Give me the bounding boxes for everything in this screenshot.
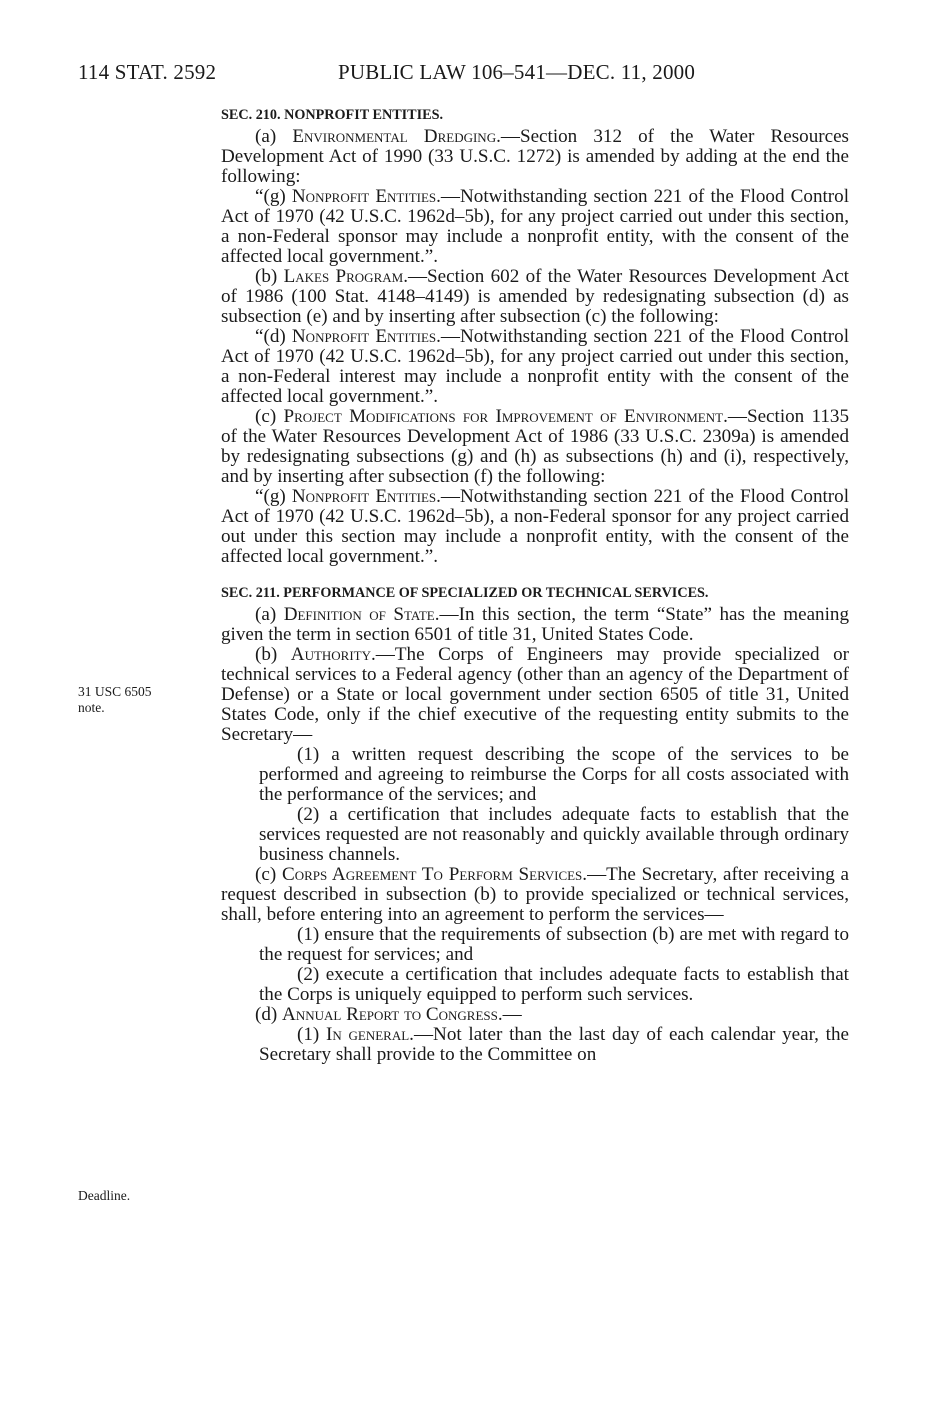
sec211-d-paragraph-1 [221, 1025, 849, 1065]
sec211-b-paragraph-1: (1) a written request describing the scope of the services to be performed and agreeing to reimburse the Corps for all costs associated with the performance of the services; and [259, 744, 849, 805]
sec210-b-q-prefix: “(d) [255, 326, 292, 347]
section-211-heading: SEC. 211. PERFORMANCE OF SPECIALIZED OR TECHNICAL SERVICES. [221, 585, 709, 601]
sec211-a-prefix: (a) [255, 604, 284, 625]
sec211-d-text: .— [497, 1004, 522, 1025]
sec210-c-prefix: (c) [255, 406, 284, 427]
sec210-b-quoted [221, 327, 849, 407]
sec211-d1-text: .—Not later than the last day of each calendar year, the Secretary shall provide to the Committee on [259, 1024, 849, 1065]
sec211-d1-prefix: (1) [297, 1024, 327, 1045]
sec211-subsection-c [221, 865, 849, 925]
page-header [78, 60, 868, 100]
sec211-a-text: .—In this section, the term “State” has the meaning given the term in section 6501 of title 31, United States Code. [221, 604, 849, 645]
sec211-b-prefix: (b) [255, 644, 291, 665]
sec210-b-q-heading: Nonprofit Entities [291, 326, 437, 347]
sec211-c-text: .—The Secretary, after receiving a request described in subsection (b) to provide specialized or technical services, shall, before entering into an agreement to perform the services— [221, 864, 849, 925]
sec210-c-heading: Project Modifications for Improvement of Environment [283, 406, 724, 427]
sec210-a-q-heading: Nonprofit Entities [291, 186, 437, 207]
sec210-a-q-prefix: “(g) [255, 186, 292, 207]
sec210-a-q-text: .—Notwithstanding section 221 of the Flood Control Act of 1970 (42 U.S.C. 1962d–5b), for any project carried out under this section, a non-Federal sponsor may include a nonprofit entity, with the consent of the affected local government.”. [221, 186, 850, 267]
sec210-b-heading: Lakes Program [283, 266, 404, 287]
sec211-d-prefix: (d) [255, 1004, 283, 1025]
margin-note-deadline: Deadline. [78, 1188, 131, 1203]
document-body [221, 105, 849, 1065]
sec211-b-heading: Authority [290, 644, 372, 665]
sec211-c-heading: Corps Agreement To Perform Services [281, 864, 583, 885]
sec210-c-q-heading: Nonprofit Entities [291, 486, 437, 507]
sec210-c-q-prefix: “(g) [255, 486, 292, 507]
sec210-subsection-c [221, 407, 849, 487]
sec210-b-q-text: .—Notwithstanding section 221 of the Flood Control Act of 1970 (42 U.S.C. 1962d–5b), for any project carried out under this section, a non-Federal interest may include a nonprofit entity with the consent of the affected local government.”. [221, 326, 850, 407]
sec210-subsection-a [221, 127, 849, 187]
section-210-heading: SEC. 210. NONPROFIT ENTITIES. [221, 107, 444, 123]
sec210-c-q-text: .—Notwithstanding section 221 of the Flood Control Act of 1970 (42 U.S.C. 1962d–5b), a non-Federal sponsor for any project carried out under this section may include a nonprofit entity, with the consent of the affected local government.”. [221, 486, 850, 567]
stat-page-number: 114 STAT. 2592 [78, 60, 217, 84]
sec210-a-quoted [221, 187, 849, 267]
margin-note-usc-line1: 31 USC 6505 [78, 684, 152, 699]
sec210-subsection-b [221, 267, 849, 327]
sec210-c-text: .—Section 1135 of the Water Resources Development Act of 1986 (33 U.S.C. 2309a) is amended by redesignating subsections (g) and (h) as subsections (h) and (i), respectively, and by inserting after subsection (f) the following: [221, 406, 849, 487]
sec210-a-prefix: (a) [255, 126, 293, 147]
margin-note-usc-line2: note. [78, 700, 105, 715]
sec211-a-heading: Definition of State [283, 604, 435, 625]
sec211-c-paragraph-1: (1) ensure that the requirements of subsection (b) are met with regard to the request for services; and [259, 924, 849, 965]
sec211-c-prefix: (c) [255, 864, 282, 885]
sec211-b-text: .—The Corps of Engineers may provide specialized or technical services to a Federal agency (other than an agency of the Department of Defense) or a State or local government under section 6505 of title 31, United States Code, only if the chief executive of the requesting entity submits to the Secretary— [221, 644, 849, 745]
sec210-a-heading: Environmental Dredging [292, 126, 497, 147]
sec211-subsection-b [221, 645, 849, 745]
sec210-b-text: .—Section 602 of the Water Resources Development Act of 1986 (100 Stat. 4148–4149) is amended by redesignating subsection (d) as subsection (e) and by inserting after subsection (c) the following: [221, 266, 849, 327]
sec211-d-heading: Annual Report to Congress [282, 1004, 498, 1025]
sec211-subsection-a [221, 605, 849, 645]
sec211-c-paragraph-2: (2) execute a certification that includes adequate facts to establish that the Corps is uniquely equipped to perform such services. [259, 964, 849, 1005]
sec211-b-paragraph-2: (2) a certification that includes adequate facts to establish that the services requested are not reasonably and quickly available through ordinary business channels. [259, 804, 849, 865]
sec211-subsection-d [221, 1005, 849, 1025]
sec210-c-quoted [221, 487, 849, 567]
sec210-a-text: .—Section 312 of the Water Resources Development Act of 1990 (33 U.S.C. 1272) is amended by adding at the end the following: [221, 126, 849, 187]
margin-note-usc [78, 684, 152, 716]
sec211-d1-heading: In general [326, 1024, 410, 1045]
sec210-b-prefix: (b) [255, 266, 284, 287]
public-law-citation: PUBLIC LAW 106–541—DEC. 11, 2000 [338, 60, 696, 84]
